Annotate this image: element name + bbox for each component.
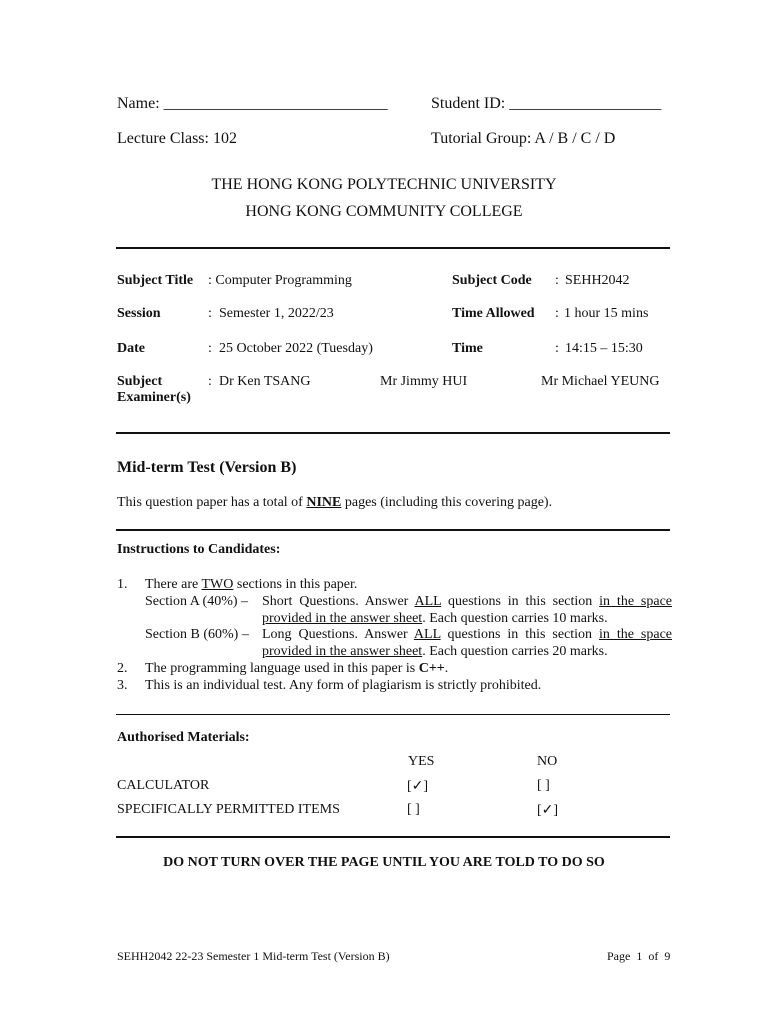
tutorial-group: Tutorial Group: A / B / C / D: [431, 130, 616, 147]
yes-column-header: YES: [408, 754, 435, 769]
test-title: Mid-term Test (Version B): [117, 459, 297, 476]
material-item: SPECIFICALLY PERMITTED ITEMS: [117, 802, 340, 817]
subject-title-value: : Computer Programming: [208, 273, 352, 288]
date-colon: :: [208, 341, 212, 356]
examiner-colon: :: [208, 374, 212, 389]
session-label: Session: [117, 306, 161, 321]
date-label: Date: [117, 341, 145, 356]
material-no-mark: [✓]: [537, 803, 559, 818]
list-item-number: 3.: [117, 678, 128, 693]
section-a-line1: Short Questions. Answer ALL questions in this section in the space: [262, 594, 672, 609]
list-item-number: 1.: [117, 577, 128, 592]
divider: [116, 714, 670, 715]
subject-title-label: Subject Title: [117, 273, 194, 288]
section-b-label: Section B (60%) –: [145, 627, 249, 642]
time-value: 14:15 – 15:30: [565, 341, 643, 356]
examiner-label-line1: Subject: [117, 374, 163, 389]
warning-notice: DO NOT TURN OVER THE PAGE UNTIL YOU ARE TOLD TO DO SO: [163, 855, 605, 870]
section-b-line2: provided in the answer sheet. Each question carries 20 marks.: [262, 644, 608, 659]
time-allowed-colon: :: [555, 306, 559, 321]
instruction-language: The programming language used in this paper is C++.: [145, 661, 449, 676]
name-blank: ____________________________: [163, 95, 388, 112]
divider: [116, 247, 670, 249]
section-a-line2: provided in the answer sheet. Each question carries 10 marks.: [262, 611, 608, 626]
subject-code-label: Subject Code: [452, 273, 532, 288]
material-item: CALCULATOR: [117, 778, 210, 793]
subject-code-colon: :: [555, 273, 559, 288]
material-yes-mark: [ ]: [407, 802, 420, 817]
date-value: 25 October 2022 (Tuesday): [219, 341, 373, 356]
name-field: [117, 95, 388, 113]
university-name: THE HONG KONG POLYTECHNIC UNIVERSITY: [211, 176, 557, 193]
lecture-class: Lecture Class: 102: [117, 130, 237, 147]
list-item-number: 2.: [117, 661, 128, 676]
page-count: NINE: [306, 495, 342, 510]
instruction-plagiarism: This is an individual test. Any form of plagiarism is strictly prohibited.: [145, 678, 542, 693]
material-yes-mark: [✓]: [407, 779, 429, 794]
examiner-name: Mr Jimmy HUI: [380, 374, 468, 389]
subject-code-value: SEHH2042: [565, 273, 630, 288]
divider: [116, 529, 670, 531]
college-name: HONG KONG COMMUNITY COLLEGE: [245, 203, 523, 220]
instruction-sections: There are TWO sections in this paper.: [145, 577, 358, 592]
examiner-name: Mr Michael YEUNG: [541, 374, 660, 389]
page-count-note: This question paper has a total of NINE pages (including this covering page).: [117, 495, 553, 510]
time-allowed-label: Time Allowed: [452, 306, 535, 321]
student-id-label: Student ID:: [431, 95, 506, 112]
examiner-label-line2: Examiner(s): [117, 390, 191, 405]
student-id-blank: ___________________: [509, 95, 662, 112]
divider: [116, 432, 670, 434]
session-colon: :: [208, 306, 212, 321]
no-column-header: NO: [537, 754, 558, 769]
footer-document-id: SEHH2042 22-23 Semester 1 Mid-term Test (Version B): [117, 949, 390, 963]
instructions-heading: Instructions to Candidates:: [117, 542, 281, 557]
time-allowed-value: 1 hour 15 mins: [564, 306, 649, 321]
materials-heading: Authorised Materials:: [117, 730, 250, 745]
page-number: Page 1 of 9: [607, 949, 671, 963]
name-label: Name:: [117, 95, 160, 112]
time-label: Time: [452, 341, 483, 356]
student-id-field: [431, 95, 661, 113]
session-value: Semester 1, 2022/23: [219, 306, 334, 321]
time-colon: :: [555, 341, 559, 356]
examiner-name: Dr Ken TSANG: [219, 374, 311, 389]
divider: [116, 836, 670, 838]
material-no-mark: [ ]: [537, 778, 550, 793]
section-a-label: Section A (40%) –: [145, 594, 249, 609]
section-b-line1: Long Questions. Answer ALL questions in this section in the space: [262, 627, 672, 642]
